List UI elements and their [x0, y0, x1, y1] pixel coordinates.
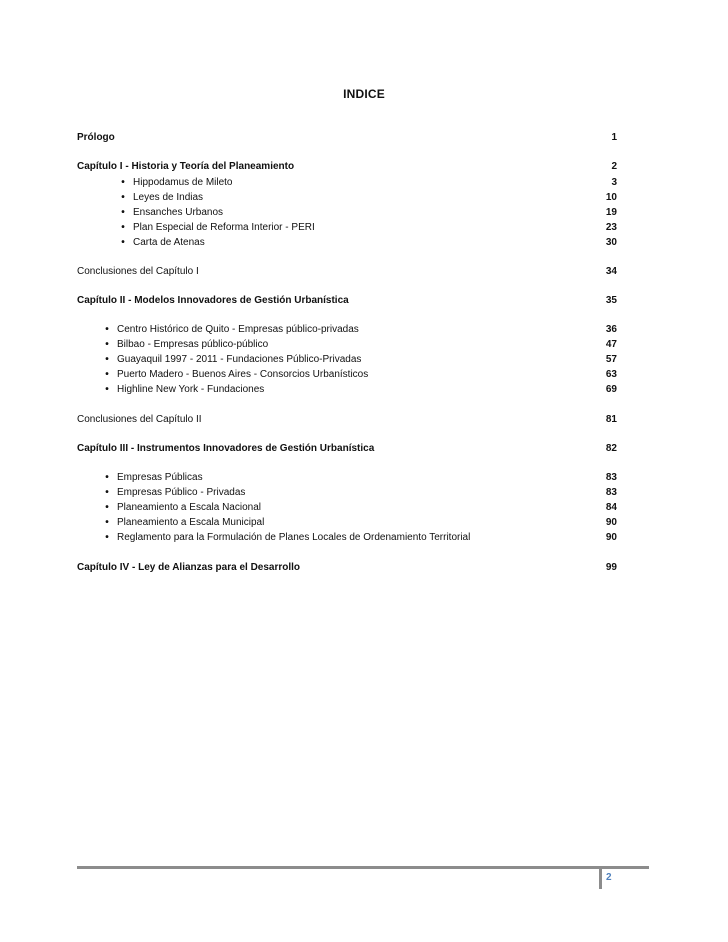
bullet-icon: • [105, 472, 109, 483]
toc-entry-label [77, 295, 591, 307]
toc-entry-text: Prólogo [77, 132, 115, 143]
toc-page-number: 82 [605, 443, 617, 454]
toc-entry [77, 173, 629, 189]
footer-rule [77, 866, 649, 869]
toc-entry [77, 291, 629, 307]
toc-entry-text: Conclusiones del Capítulo II [77, 414, 202, 425]
bullet-icon: • [121, 222, 125, 233]
toc-entry-label [77, 414, 591, 426]
toc-page-number: 23 [605, 222, 617, 233]
toc-page-number: 34 [605, 266, 617, 277]
toc-entry [77, 380, 629, 396]
toc-entry [77, 468, 629, 484]
bullet-icon: • [105, 487, 109, 498]
toc-entry-text: Bilbao - Empresas público-público [117, 339, 269, 350]
toc-entry-text: Capítulo II - Modelos Innovadores de Gestión Urbanística [77, 295, 349, 306]
toc-page-number: 2 [611, 161, 617, 172]
toc-entry-label [77, 532, 591, 544]
toc-entry [77, 157, 629, 173]
toc-entry [77, 498, 629, 514]
toc-entry-text: Empresas Público - Privadas [117, 487, 246, 498]
toc-page-number: 35 [605, 295, 617, 306]
toc-entry-label [77, 237, 591, 249]
bullet-icon: • [105, 517, 109, 528]
toc-entry-text: Planeamiento a Escala Nacional [117, 502, 261, 513]
bullet-icon: • [105, 324, 109, 335]
toc-entry-text: Capítulo III - Instrumentos Innovadores de Gestión Urbanística [77, 443, 375, 454]
toc-page-number: 10 [605, 192, 617, 203]
toc-entry-text: Puerto Madero - Buenos Aires - Consorcios Urbanísticos [117, 369, 369, 380]
bullet-icon: • [121, 192, 125, 203]
toc-entry [77, 365, 629, 381]
toc-entry-label [77, 161, 591, 173]
toc-entry-label [77, 443, 591, 455]
toc-page-number: 90 [605, 517, 617, 528]
bullet-icon: • [105, 354, 109, 365]
bullet-icon: • [105, 502, 109, 513]
toc-page-number: 36 [605, 324, 617, 335]
toc-page-number: 69 [605, 384, 617, 395]
toc-entry-text: Empresas Públicas [117, 472, 203, 483]
toc-entry [77, 350, 629, 366]
toc-entry [77, 188, 629, 204]
bullet-icon: • [121, 177, 125, 188]
bullet-icon: • [105, 369, 109, 380]
toc-entry [77, 528, 629, 544]
toc-entry-text: Planeamiento a Escala Municipal [117, 517, 265, 528]
toc-entry [77, 233, 629, 249]
toc-entry-text: Centro Histórico de Quito - Empresas público-privadas [117, 324, 359, 335]
toc-page-number: 63 [605, 369, 617, 380]
toc-page-number: 83 [605, 487, 617, 498]
toc-entry-text: Capítulo I - Historia y Teoría del Planeamiento [77, 161, 295, 172]
toc-page-number: 47 [605, 339, 617, 350]
bullet-icon: • [121, 207, 125, 218]
toc-page-number: 57 [605, 354, 617, 365]
toc-page-number: 19 [605, 207, 617, 218]
toc-entry [77, 218, 629, 234]
toc-entry [77, 513, 629, 529]
toc-entry-label [77, 132, 591, 144]
toc-entry [77, 335, 629, 351]
toc-page-number: 81 [605, 414, 617, 425]
toc-entry-text: Plan Especial de Reforma Interior - PERI [133, 222, 315, 233]
toc-entry [77, 558, 629, 574]
toc-entry-text: Conclusiones del Capítulo I [77, 266, 199, 277]
bullet-icon: • [121, 237, 125, 248]
toc-page-number: 90 [605, 532, 617, 543]
toc-entry-label [77, 266, 591, 278]
toc-entry-text: Hippodamus de Mileto [133, 177, 233, 188]
toc-entry-text: Reglamento para la Formulación de Planes Locales de Ordenamiento Territorial [117, 532, 471, 543]
footer-page-number: 2 [606, 872, 612, 883]
toc-page-number: 30 [605, 237, 617, 248]
toc-page-number: 99 [605, 562, 617, 573]
toc-entry-label [77, 384, 591, 396]
toc-entry [77, 320, 629, 336]
bullet-icon: • [105, 339, 109, 350]
toc-entry [77, 128, 629, 144]
toc-entry [77, 483, 629, 499]
toc-entry-text: Guayaquil 1997 - 2011 - Fundaciones Público-Privadas [117, 354, 362, 365]
toc-entry-text: Carta de Atenas [133, 237, 205, 248]
bullet-icon: • [105, 532, 109, 543]
toc-page-number: 83 [605, 472, 617, 483]
toc-entry [77, 439, 629, 455]
toc-entry [77, 262, 629, 278]
toc-entry [77, 410, 629, 426]
toc-entry-text: Highline New York - Fundaciones [117, 384, 265, 395]
toc-entry-text: Ensanches Urbanos [133, 207, 224, 218]
toc-entry-label [77, 562, 591, 574]
toc-page-number: 84 [605, 502, 617, 513]
bullet-icon: • [105, 384, 109, 395]
document-title: INDICE [343, 87, 385, 101]
toc-page-number: 3 [611, 177, 617, 188]
toc-entry-text: Leyes de Indias [133, 192, 204, 203]
toc-entry-text: Capítulo IV - Ley de Alianzas para el Desarrollo [77, 562, 301, 573]
toc-entry [77, 203, 629, 219]
toc-page-number: 1 [611, 132, 617, 143]
